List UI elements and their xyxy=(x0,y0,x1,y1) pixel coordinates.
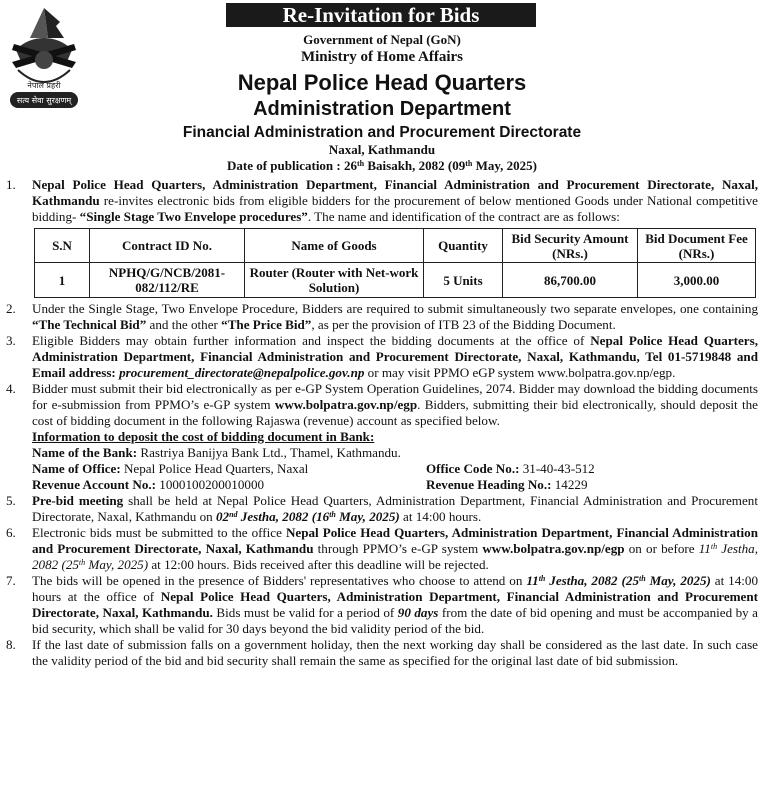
organization-title: Nepal Police Head Quarters xyxy=(237,70,527,95)
table-cell: 1 xyxy=(35,263,90,298)
bank-info-heading: Information to deposit the cost of bidding document in Bank: xyxy=(32,429,375,444)
notice-banner: Re-Invitation for Bids xyxy=(226,3,536,27)
notice-body xyxy=(6,177,758,669)
emblem-top-text: नेपाल प्रहरी xyxy=(27,81,61,90)
directorate-title: Financial Administration and Procurement Directorate xyxy=(182,124,582,141)
government-line: Government of Nepal (GoN) xyxy=(303,32,461,47)
list-item: 7. The bids will be opened in the presence of Bidders' representatives who choose to attend on 11th Jestha, 2082 (25th May, 2025) at 14:00 hours at the office of Nepal Police Head Quarters, Administration Department, Financial Administration and Procurement Directorate, Naxal, Kathmandu. Bids must be valid for a period of 90 days from the date of bid opening and must be accompanied by a bid security, which shall be valid for 30 days beyond the bid validity period of the bid. xyxy=(6,573,759,636)
col-header: S.N xyxy=(35,229,90,263)
location-line: Naxal, Kathmandu xyxy=(328,142,436,157)
table-cell: 5 Units xyxy=(424,263,503,298)
department-title: Administration Department xyxy=(253,98,511,120)
list-item: 1. Nepal Police Head Quarters, Administration Department, Financial Administration and Procurement Directorate, Naxal, Kathmandu re-invites electronic bids from eligible bidders for the procurement of below mentioned Goods under National competitive bidding- “Single Stage Two Envelope procedures”. The name and identification of the contract are as follows: S.N Contract ID No. Name of Goods Quantity Bid Security Amount (NRs.) Bid Document Fee (NRs.) 1 NPHQ/G/NCB/2081-082/112/RE Router (Router with Net-work Solution) 5 Units 86,700.00 3,000.00 xyxy=(6,177,758,298)
emblem-motto: सत्य सेवा सुरक्षणम् xyxy=(16,96,72,105)
col-header: Name of Goods xyxy=(245,229,424,263)
table-cell: 3,000.00 xyxy=(638,263,756,298)
list-item: 2. Under the Single Stage, Two Envelope Procedure, Bidders are required to submit simultaneously two separate envelopes, one containing “The Technical Bid” and the other “The Price Bid”, as per the provision of ITB 23 of the Bidding Document. xyxy=(6,301,758,332)
list-item: 4. Bidder must submit their bid electronically as per e-GP System Operation Guidelines, 2074. Bidder may download the bidding documents for e-submission from PPMO’s e-GP system www.bolpatra.gov.np/egp. Bidders, submitting their bid electronically, should deposit the cost of bidding document in the following Rajaswa (revenue) account as specified below. Information to deposit the cost of bidding document in Bank: Name of the Bank: Rastriya Banijya Bank Ltd., Thamel, Kathmandu. Name of Office: Nepal Police Head Quarters, Naxal Office Code No.: 31-40-43-512 Revenue Account No.: 1000100200010000 Revenue Heading No.: 14229 xyxy=(6,381,758,492)
table-cell: Router (Router with Net-work Solution) xyxy=(245,263,424,298)
col-header: Contract ID No. xyxy=(90,229,245,263)
ministry-line: Ministry of Home Affairs xyxy=(300,49,464,65)
list-item: 3. Eligible Bidders may obtain further information and inspect the bidding documents at the office of Nepal Police Head Quarters, Administration Department, Financial Administration and Procurement Directorate, Naxal, Kathmandu, Tel 01-5719848 and Email address: procurement_directorate@nepalpolice.gov.np or may visit PPMO eGP system www.bolpatra.gov.np/egp. xyxy=(6,333,758,380)
table-row xyxy=(35,263,756,298)
list-item: 5. Pre-bid meeting shall be held at Nepal Police Head Quarters, Administration Department, Financial Administration and Procurement Directorate, Naxal, Kathmandu on 02nd Jestha, 2082 (16th May, 2025) at 14:00 hours. xyxy=(6,493,758,524)
col-header: Bid Security Amount (NRs.) xyxy=(503,229,638,263)
publication-date: Date of publication : 26th Baisakh, 2082 (09th May, 2025) xyxy=(226,158,538,173)
email-address: procurement_directorate@nepalpolice.gov.np xyxy=(119,365,365,380)
table-cell: 86,700.00 xyxy=(503,263,638,298)
table-cell: NPHQ/G/NCB/2081-082/112/RE xyxy=(90,263,245,298)
contract-table xyxy=(34,228,756,298)
col-header: Quantity xyxy=(424,229,503,263)
col-header: Bid Document Fee (NRs.) xyxy=(638,229,756,263)
list-item: 8. If the last date of submission falls on a government holiday, then the next working day shall be considered as the last date. In such case the validity period of the bid and bid security shall remain the same as specified for the original last date of bid submission. xyxy=(6,637,758,668)
list-item: 6. Electronic bids must be submitted to the office Nepal Police Head Quarters, Administration Department, Financial Administration and Procurement Directorate, Naxal, Kathmandu through PPMO’s e-GP system www.bolpatra.gov.np/egp on or before 11th Jestha, 2082 (25th May, 2025) at 12:00 hours. Bids received after this deadline will be rejected. xyxy=(6,525,758,572)
